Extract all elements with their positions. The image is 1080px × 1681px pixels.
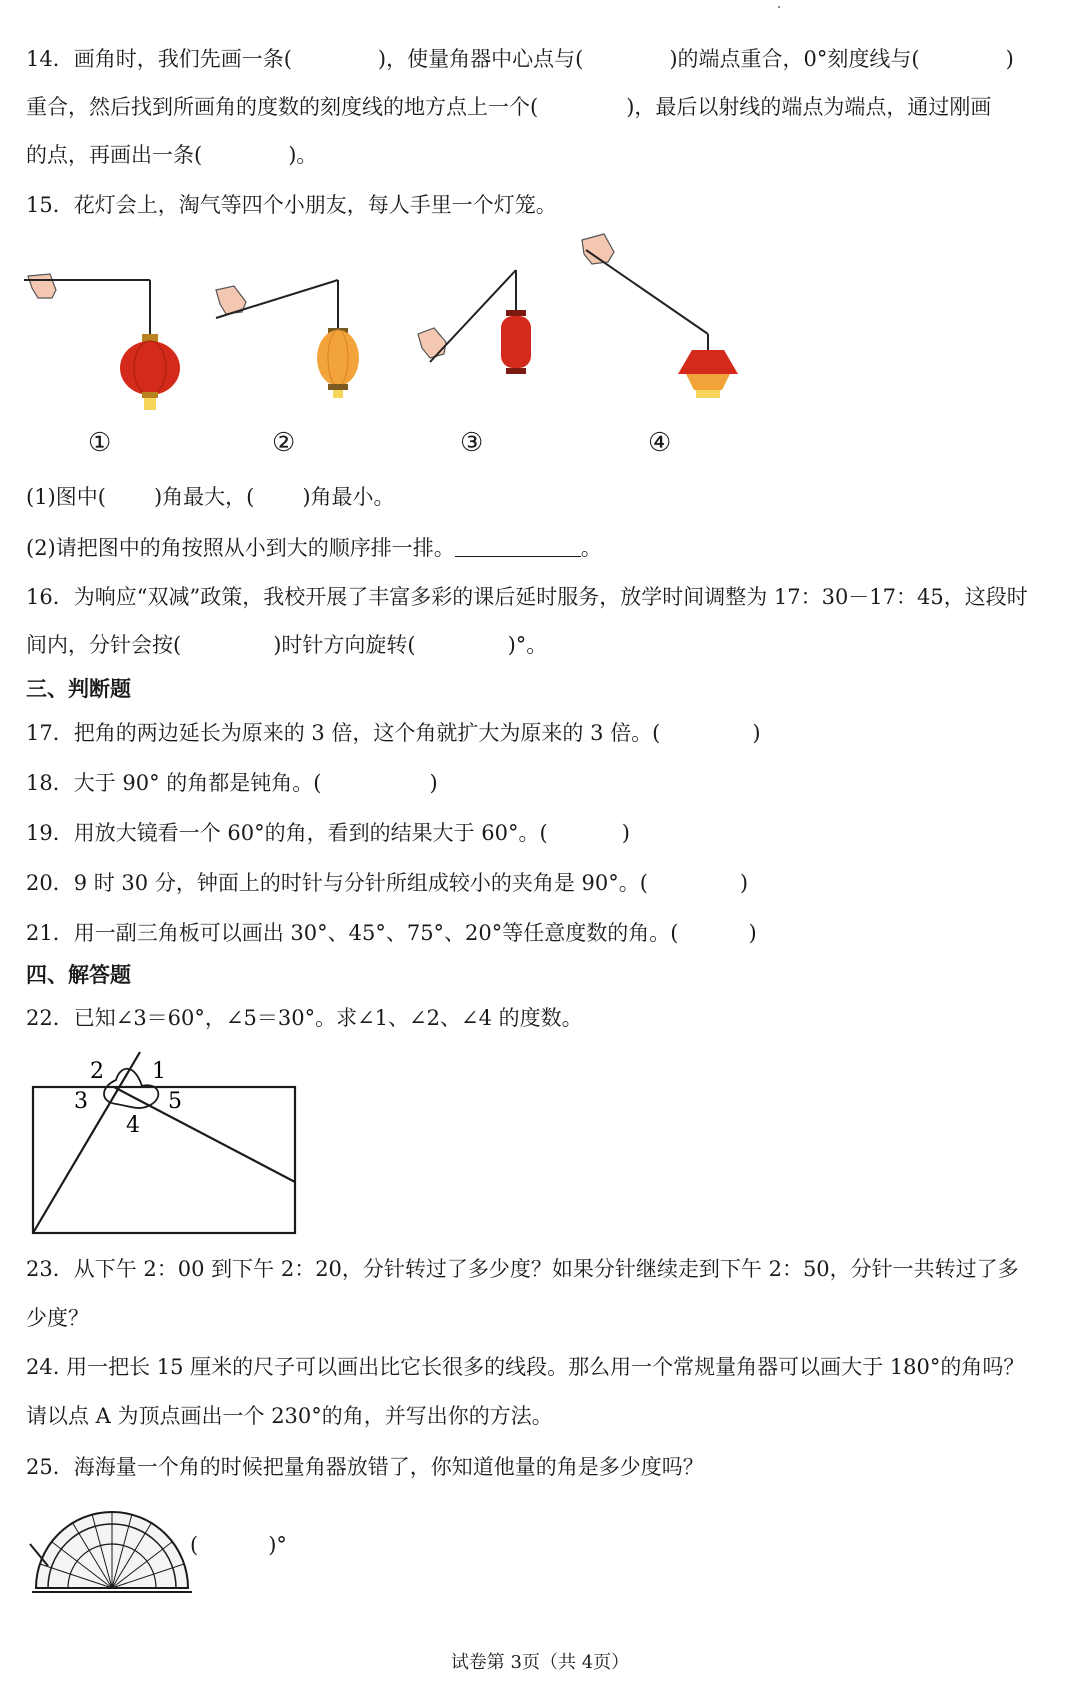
q25-text: 25．海海量一个角的时候把量角器放错了，你知道他量的角是多少度吗？ (26, 1455, 704, 1479)
label-4: ④ (648, 428, 672, 458)
angle-label-3: 3 (74, 1089, 88, 1114)
label-2: ② (272, 428, 296, 458)
q14-line-1: 14．画角时，我们先画一条( )，使量角器中心点与( )的端点重合，0°刻度线与( ) (26, 47, 1014, 71)
rectangle-angle-diagram (30, 1052, 302, 1240)
protractor-image (32, 1508, 192, 1592)
q25-answer: ( )° (190, 1533, 287, 1557)
q16-line-1: 16．为响应“双减”政策，我校开展了丰富多彩的课后延时服务，放学时间调整为 17：30－17：45，这段时 (26, 585, 1028, 609)
lantern-4 (582, 234, 738, 398)
q18: 18．大于 90° 的角都是钝角。( ) (26, 771, 438, 795)
q14-line-2: 重合，然后找到所画角的度数的刻度线的地方点上一个( )，最后以射线的端点为端点，通过刚画 (26, 95, 992, 119)
q15-sub-2: (2)请把图中的角按照从小到大的顺序排一排。 。 (26, 536, 602, 560)
lantern-figure (20, 250, 740, 460)
q20: 20．9 时 30 分，钟面上的时针与分针所组成较小的夹角是 90°。( ) (26, 871, 749, 895)
lantern-1 (24, 274, 180, 410)
q22-text: 22．已知∠3＝60°，∠5＝30°。求∠1、∠2、∠4 的度数。 (26, 1006, 583, 1030)
angle-label-4: 4 (126, 1113, 140, 1138)
q16-line-2: 间内，分针会按( )时针方向旋转( )°。 (26, 633, 548, 657)
lantern-3 (418, 270, 531, 374)
q15-text: 15．花灯会上，淘气等四个小朋友，每人手里一个灯笼。 (26, 193, 557, 217)
q23-line-2: 少度？ (26, 1306, 89, 1330)
q17: 17．把角的两边延长为原来的 3 倍，这个角就扩大为原来的 3 倍。( ) (26, 721, 761, 745)
page-footer: 试卷第 3页（共 4页） (450, 1652, 630, 1673)
angle-label-5: 5 (168, 1089, 182, 1114)
q19: 19．用放大镜看一个 60°的角，看到的结果大于 60°。( ) (26, 821, 630, 845)
answer-line[interactable] (455, 536, 581, 557)
section-3-title: 三、判断题 (26, 677, 131, 701)
angle-label-1: 1 (152, 1059, 166, 1084)
label-1: ① (88, 428, 112, 458)
label-3: ③ (460, 428, 484, 458)
q21: 21．用一副三角板可以画出 30°、45°、75°、20°等任意度数的角。( ) (26, 921, 757, 945)
q15-sub-1: (1)图中( )角最大，( )角最小。 (26, 485, 395, 509)
q14-line-3: 的点，再画出一条( )。 (26, 143, 318, 167)
angle-label-2: 2 (90, 1059, 104, 1084)
q24-line-2: 请以点 A 为顶点画出一个 230°的角，并写出你的方法。 (26, 1404, 553, 1428)
q24-line-1: 24. 用一把长 15 厘米的尺子可以画出比它长很多的线段。那么用一个常规量角器可以画大于 180°的角吗？ (26, 1355, 1025, 1379)
q23-line-1: 23．从下午 2：00 到下午 2：20，分针转过了多少度？如果分针继续走到下午 2：50，分针一共转过了多 (26, 1257, 1019, 1281)
lantern-2 (216, 280, 359, 398)
section-4-title: 四、解答题 (26, 963, 131, 987)
speck (778, 6, 780, 8)
